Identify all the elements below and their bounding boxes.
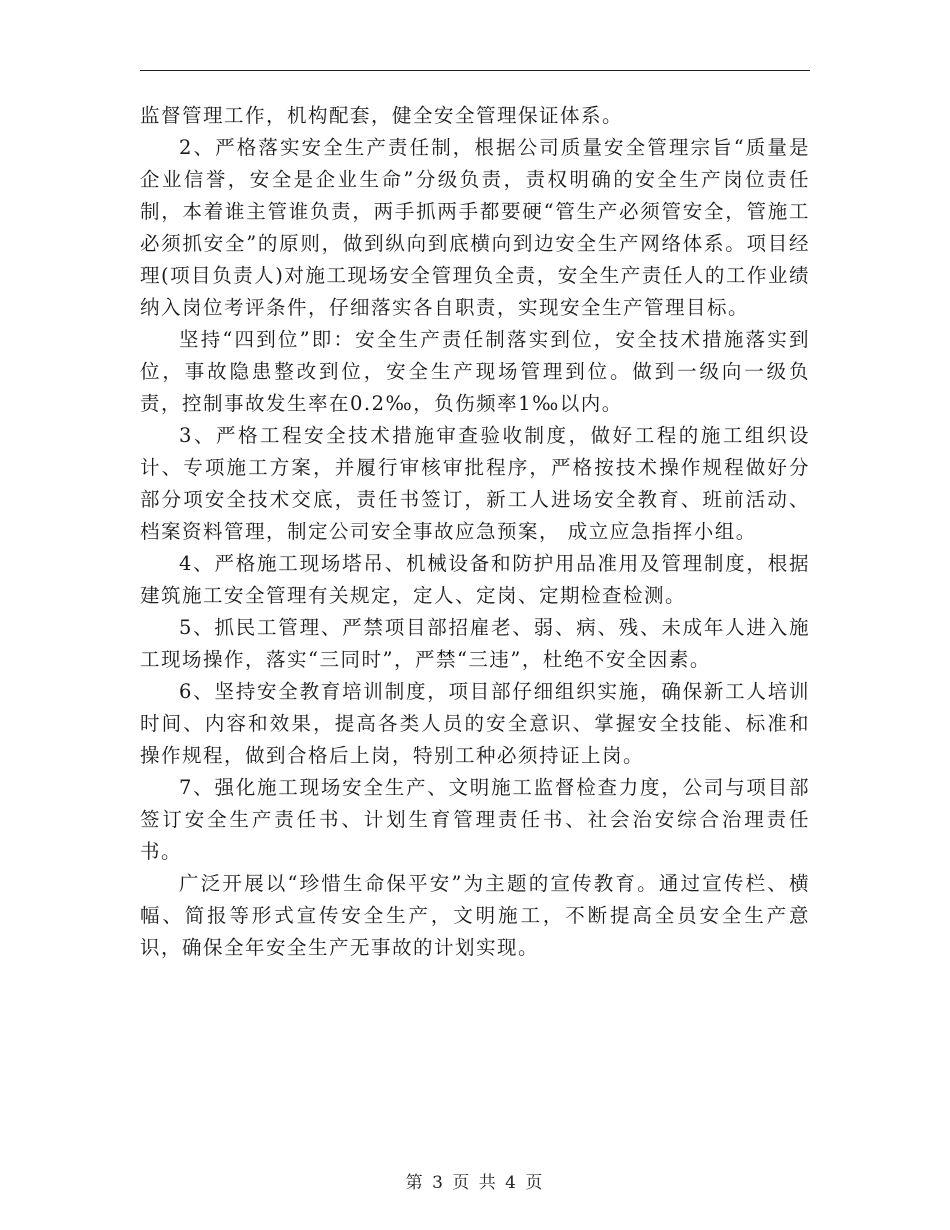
header-rule bbox=[140, 70, 810, 71]
document-body bbox=[140, 100, 810, 964]
paragraph-item-2: 2、严格落实安全生产责任制，根据公司质量安全管理宗旨“质量是企业信誉，安全是企业生命”分级负责，责权明确的安全生产岗位责任制，本着谁主管谁负责，两手抓两手都要硬“管生产必须管安全，管施工必须抓安全”的原则，做到纵向到底横向到边安全生产网络体系。项目经理(项目负责人)对施工现场安全管理负全责，安全生产责任人的工作业绩纳入岗位考评条件，仔细落实各自职责，实现安全生产管理目标。 bbox=[140, 136, 810, 319]
paragraph-publicity: 广泛开展以“珍惜生命保平安”为主题的宣传教育。通过宣传栏、横幅、简报等形式宣传安全生产，文明施工，不断提高全员安全生产意识，确保全年安全生产无事故的计划实现。 bbox=[140, 872, 810, 959]
paragraph-continuation: 监督管理工作，机构配套，健全安全管理保证体系。 bbox=[140, 104, 624, 127]
paragraph-item-4: 4、严格施工现场塔吊、机械设备和防护用品准用及管理制度，根据建筑施工安全管理有关规定，定人、定岗、定期检查检测。 bbox=[140, 552, 810, 607]
paragraph-four-in-place: 坚持“四到位”即：安全生产责任制落实到位，安全技术措施落实到位，事故隐患整改到位，安全生产现场管理到位。做到一级向一级负责，控制事故发生率在0.2‰，负伤频率1‰以内。 bbox=[140, 328, 810, 415]
paragraph-item-5: 5、抓民工管理、严禁项目部招雇老、弱、病、残、未成年人进入施工现场操作，落实“三同时”，严禁“三违”，杜绝不安全因素。 bbox=[140, 616, 810, 671]
paragraph-item-3: 3、严格工程安全技术措施审查验收制度，做好工程的施工组织设计、专项施工方案，并履行审核审批程序，严格按技术操作规程做好分部分项安全技术交底，责任书签订，新工人进场安全教育、班前活动、档案资料管理，制定公司安全事故应急预案， 成立应急指挥小组。 bbox=[140, 424, 810, 543]
page-number-footer: 第 3 页 共 4 页 bbox=[405, 1173, 545, 1193]
paragraph-item-7: 7、强化施工现场安全生产、文明施工监督检查力度，公司与项目部签订安全生产责任书、计划生育管理责任书、社会治安综合治理责任书。 bbox=[140, 776, 810, 863]
paragraph-item-6: 6、坚持安全教育培训制度，项目部仔细组织实施，确保新工人培训时间、内容和效果，提高各类人员的安全意识、掌握安全技能、标准和操作规程，做到合格后上岗，特别工种必须持证上岗。 bbox=[140, 680, 810, 767]
